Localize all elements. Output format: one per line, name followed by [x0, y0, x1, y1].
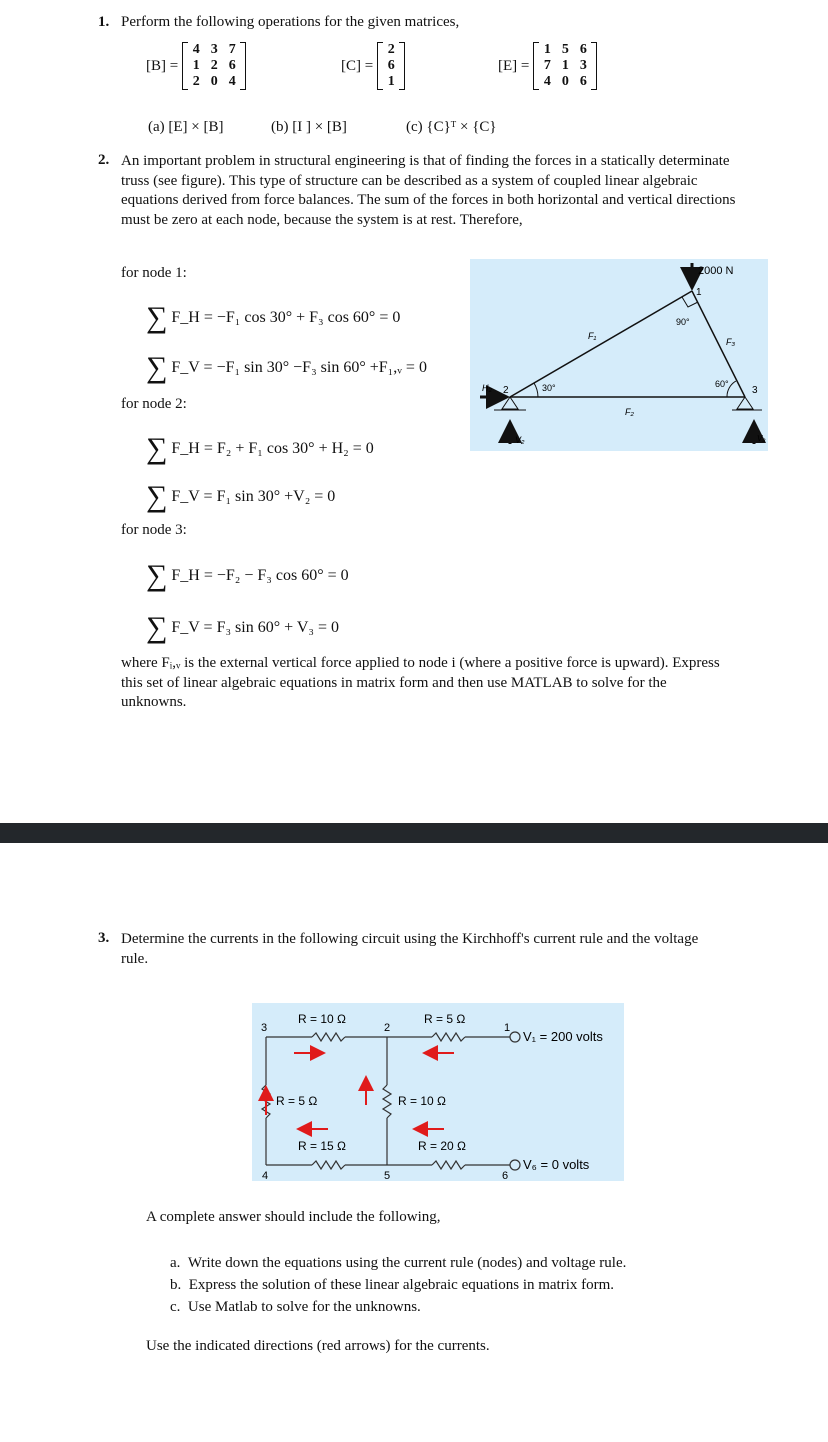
matrix-c [341, 42, 405, 90]
member-f1 [510, 291, 692, 397]
matrix-cell: 4 [543, 74, 551, 89]
node2-eq2-text: F_V = F₁ sin 30° +V₂ = 0 [171, 488, 336, 505]
f1-label: F₁ [588, 331, 597, 341]
resistor-bottom-right [432, 1161, 465, 1169]
circuit-diagram [252, 1003, 624, 1181]
node-3: 3 [261, 1022, 268, 1034]
matrix-e-body [533, 42, 597, 90]
node2-number: 2 [503, 385, 509, 396]
h2-label: H₂ [482, 383, 492, 393]
r-top-left-label: R = 10 Ω [298, 1012, 346, 1026]
sigma-symbol: ∑ [146, 480, 168, 513]
matrix-cell: 2 [387, 42, 395, 57]
q3-footer: Use the indicated directions (red arrows) for the currents. [146, 1338, 490, 1354]
node1-label: for node 1: [121, 265, 187, 281]
matrix-cell: 3 [210, 42, 218, 57]
node1-number: 1 [696, 287, 702, 298]
sigma-symbol: ∑ [146, 351, 168, 384]
support-node3 [737, 397, 753, 409]
v2-label: V₂ [515, 435, 525, 445]
angle-right-label: 60° [715, 379, 729, 389]
matrix-e [498, 42, 597, 90]
matrix-cell: 6 [579, 74, 587, 89]
node1-eq1 [146, 296, 401, 334]
node-5: 5 [384, 1170, 391, 1181]
q1-part-c: (c) {C}ᵀ × {C} [406, 119, 497, 135]
angle-arc-left [534, 383, 538, 397]
matrix-cell: 0 [210, 74, 218, 89]
node1-eq2 [146, 346, 427, 384]
matrix-b-body [182, 42, 246, 90]
circuit-figure [252, 1003, 624, 1181]
matrix-cell: 6 [387, 58, 395, 73]
matrix-c-body [377, 42, 405, 90]
node-2: 2 [384, 1022, 391, 1034]
r-bottom-left-label: R = 15 Ω [298, 1139, 346, 1153]
q2-closing: where Fᵢ,ᵥ is the external vertical force applied to node i (where a positive force is upward). Express this set of linear algebraic equations in matrix form and then use MATLAB to solve for the unknowns. [121, 655, 720, 710]
list-text: Write down the equations using the current rule (nodes) and voltage rule. [187, 1255, 627, 1271]
sigma-symbol: ∑ [146, 301, 168, 334]
node-4: 4 [262, 1170, 269, 1181]
node2-eq1-text: F_H = F₂ + F₁ cos 30° + H₂ = 0 [171, 440, 374, 457]
list-text: Express the solution of these linear algebraic equations in matrix form. [188, 1277, 615, 1293]
q1-prompt: Perform the following operations for the given matrices, [121, 14, 460, 30]
list-item [170, 1296, 626, 1318]
matrix-cell: 1 [387, 74, 395, 89]
matrix-cell: 7 [228, 42, 236, 57]
sigma-symbol: ∑ [146, 432, 168, 465]
r-bottom-right-label: R = 20 Ω [418, 1139, 466, 1153]
list-item [170, 1252, 626, 1274]
matrix-b [146, 42, 246, 90]
truss-diagram [470, 259, 768, 451]
matrix-cell: 4 [192, 42, 200, 57]
load-label: 2000 N [698, 265, 734, 277]
resistor-top-left [312, 1033, 345, 1041]
matrix-cell: 3 [579, 58, 587, 73]
r-mid-label: R = 10 Ω [398, 1094, 446, 1108]
v3-label: V₃ [757, 434, 766, 443]
r-left-label: R = 5 Ω [276, 1094, 318, 1108]
resistor-middle [383, 1085, 391, 1118]
matrix-cell: 2 [192, 74, 200, 89]
matrix-cell: 6 [228, 58, 236, 73]
support-node2 [502, 397, 518, 409]
q2-text: An important problem in structural engineering is that of finding the forces in a statically determinate truss (see figure). This type of structure can be described as a system of coupled linear algebraic equations derived from force balances. The sum of the forces in both horizontal and vertical directions must be zero at each node, because the system is at rest. Therefore, [121, 153, 736, 228]
matrix-cell: 1 [561, 58, 569, 73]
node3-eq1 [146, 554, 349, 592]
f3-label: F₃ [726, 337, 736, 347]
matrix-cell: 6 [579, 42, 587, 57]
list-marker: b. [170, 1277, 182, 1293]
q1-part-a: (a) [E] × [B] [148, 119, 224, 135]
list-marker: a. [170, 1255, 181, 1271]
node2-eq1 [146, 427, 374, 465]
q3-text: Determine the currents in the following circuit using the Kirchhoff's current rule and the voltage rule. [121, 931, 699, 967]
v1-label: V₁ = 200 volts [523, 1029, 603, 1044]
q2-number: 2. [98, 152, 110, 168]
node3-eq1-text: F_H = −F₂ − F₃ cos 60° = 0 [171, 567, 349, 584]
matrix-b-label: [B] = [146, 57, 179, 74]
sigma-symbol: ∑ [146, 611, 168, 644]
sigma-symbol: ∑ [146, 559, 168, 592]
r-top-right-label: R = 5 Ω [424, 1012, 466, 1026]
resistor-top-right [432, 1033, 465, 1041]
matrix-c-label: [C] = [341, 57, 374, 74]
list-marker: c. [170, 1299, 181, 1315]
f2-label: F₂ [625, 407, 634, 417]
node3-number: 3 [752, 385, 758, 396]
matrix-cell: 0 [561, 74, 569, 89]
matrix-cell: 2 [210, 58, 218, 73]
q1-part-b: (b) [I ] × [B] [271, 119, 347, 135]
resistor-bottom-left [312, 1161, 345, 1169]
node1-eq2-text: F_V = −F₁ sin 30° −F₃ sin 60° +F₁,ᵥ = 0 [171, 359, 427, 376]
q1-number: 1. [98, 14, 110, 30]
answer-intro: A complete answer should include the following, [146, 1209, 441, 1225]
node2-label: for node 2: [121, 396, 187, 412]
node3-eq2-text: F_V = F₃ sin 60° + V₃ = 0 [171, 619, 340, 636]
matrix-cell: 1 [543, 42, 551, 57]
node3-eq2 [146, 606, 340, 644]
matrix-cell: 5 [561, 42, 569, 57]
matrix-cell: 4 [228, 74, 236, 89]
matrix-cell: 1 [192, 58, 200, 73]
truss-figure [470, 259, 768, 451]
angle-left-label: 30° [542, 383, 556, 393]
list-text: Use Matlab to solve for the unknowns. [187, 1299, 421, 1315]
page-separator [0, 823, 828, 843]
node3-label: for node 3: [121, 522, 187, 538]
q3-number: 3. [98, 930, 110, 946]
terminal-v1 [510, 1032, 520, 1042]
node2-eq2 [146, 475, 336, 513]
node1-eq1-text: F_H = −F₁ cos 30° + F₃ cos 60° = 0 [171, 309, 401, 326]
matrix-cell: 7 [543, 58, 551, 73]
matrix-e-label: [E] = [498, 57, 530, 74]
list-item [170, 1274, 626, 1296]
terminal-v6 [510, 1160, 520, 1170]
v6-label: V₆ = 0 volts [523, 1157, 590, 1172]
node-6: 6 [502, 1170, 509, 1181]
answer-list [170, 1252, 626, 1318]
angle-top-label: 90° [676, 317, 690, 327]
node-1: 1 [504, 1022, 511, 1034]
